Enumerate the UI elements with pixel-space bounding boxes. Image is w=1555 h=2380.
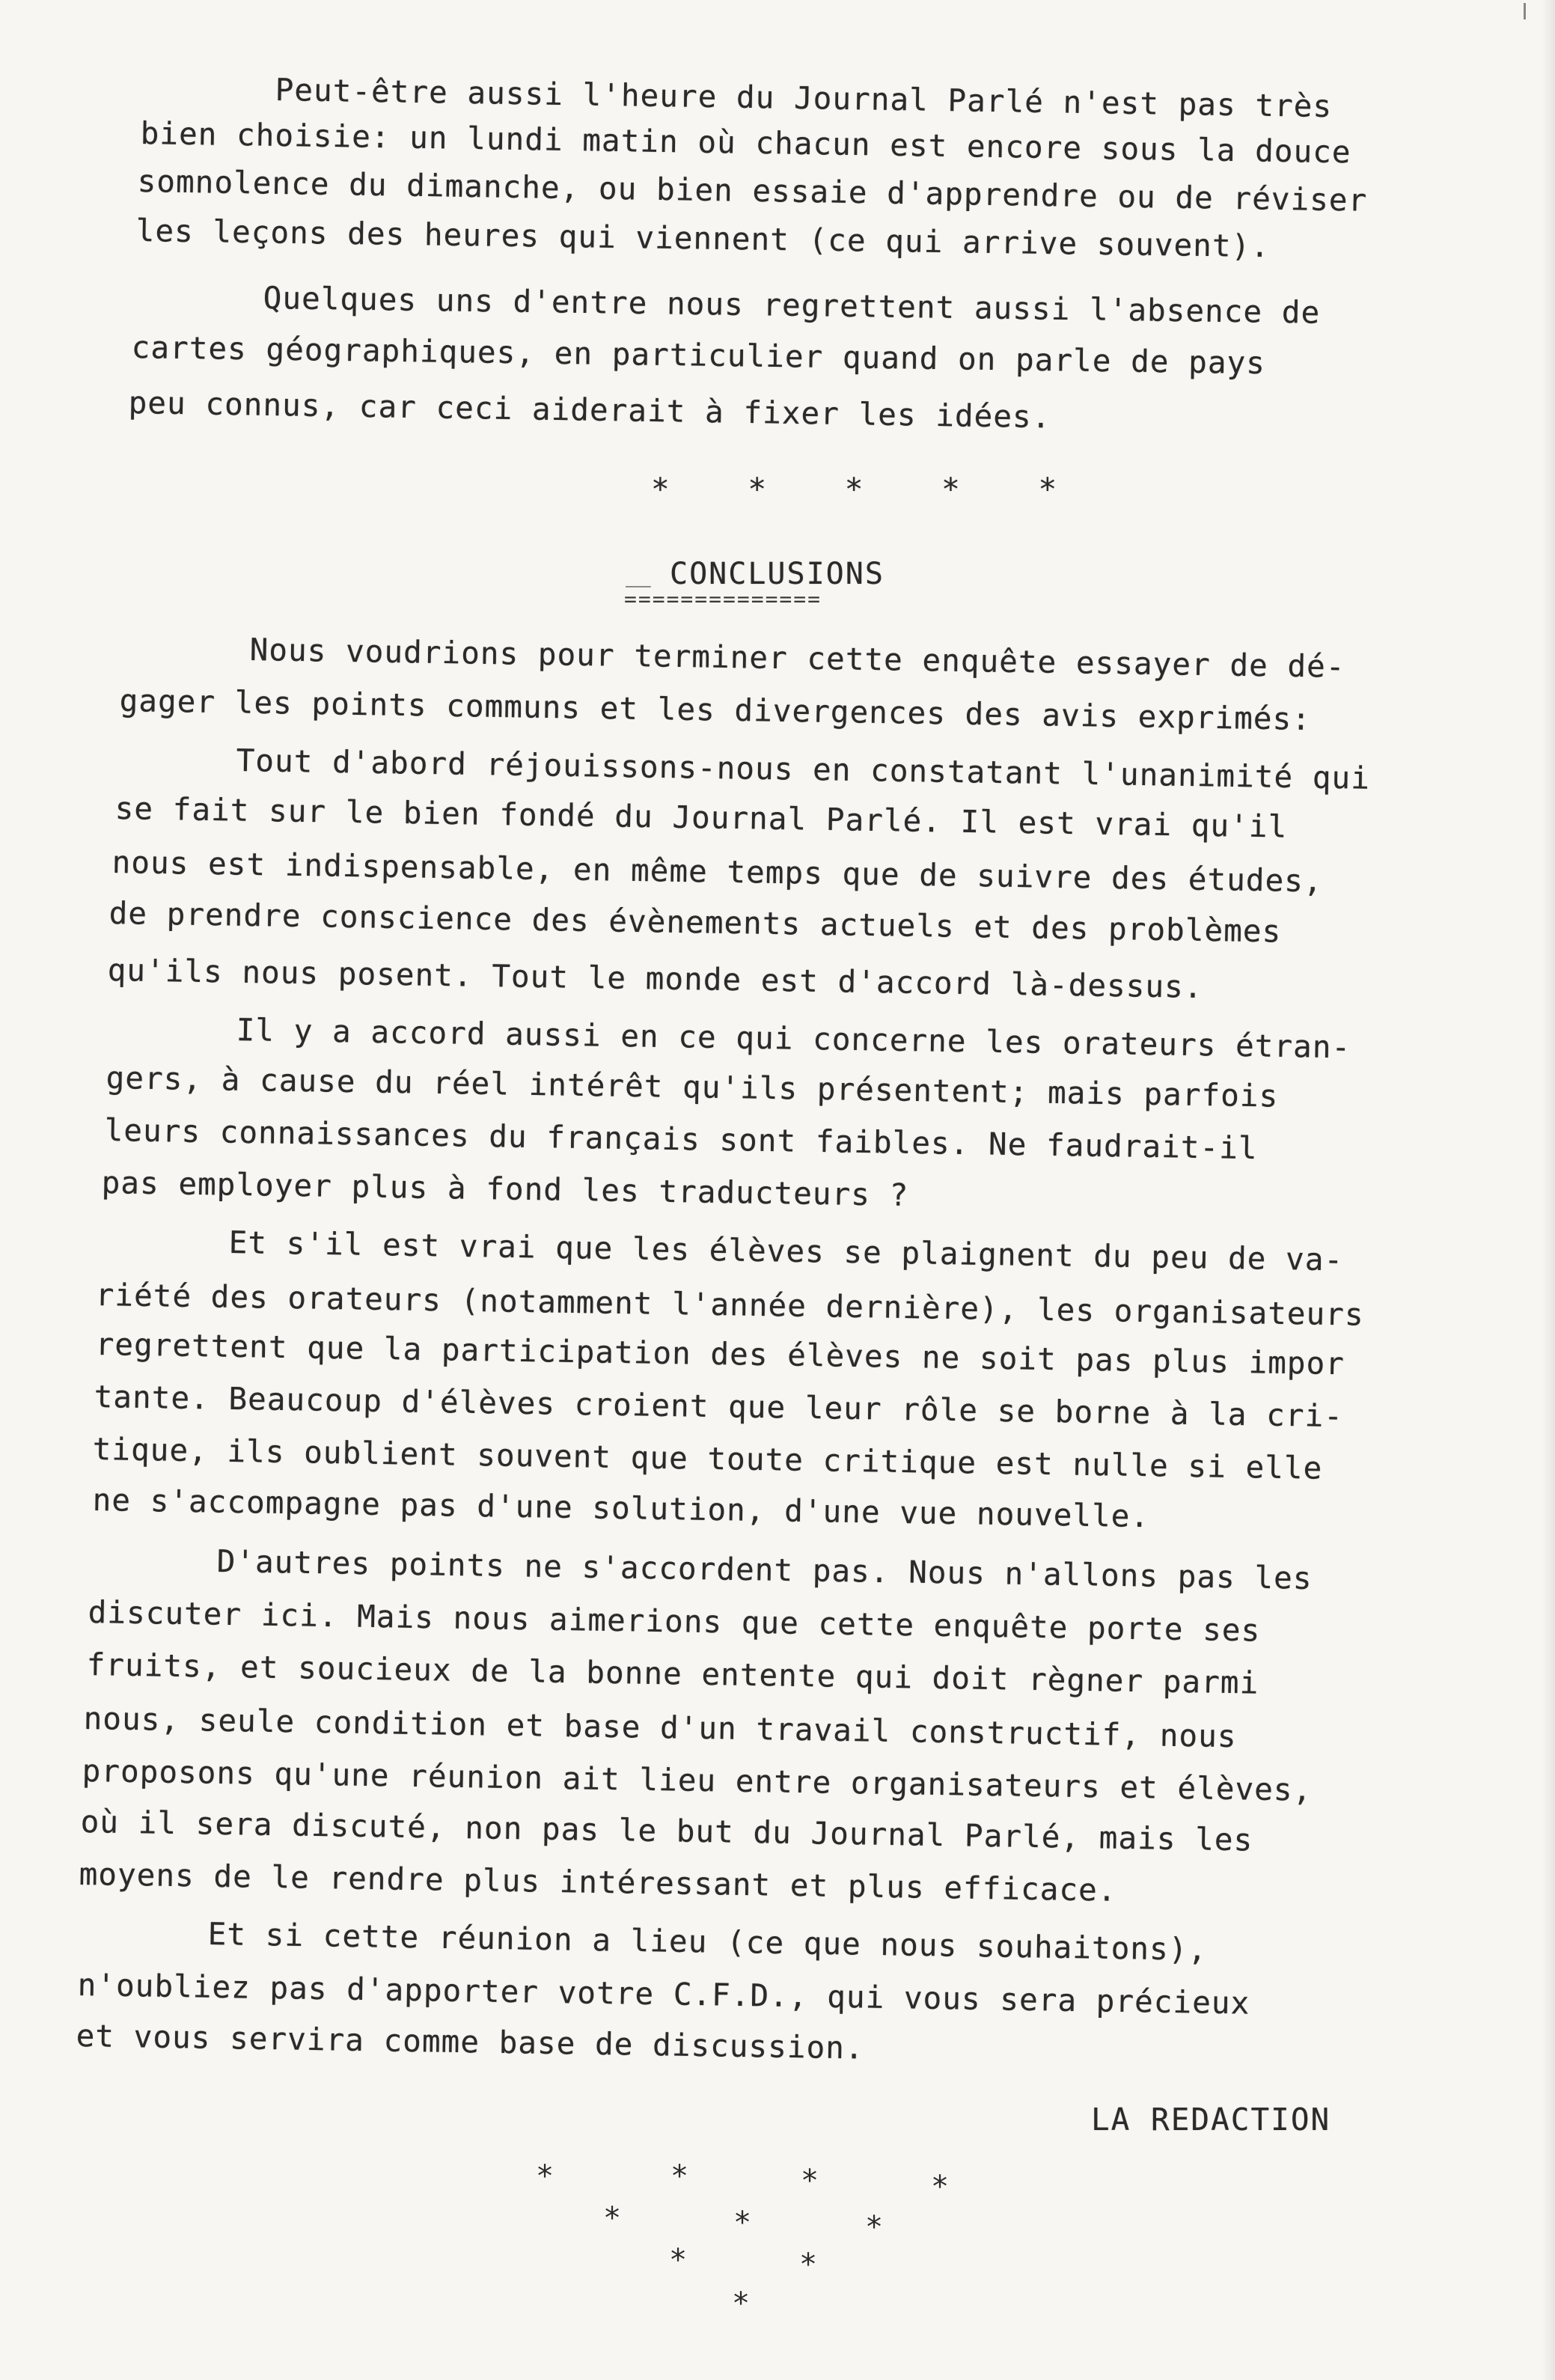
page-corner-mark — [1524, 3, 1526, 19]
body-line-18: D'autres points ne s'accordent pas. Nous n'allons pas les — [216, 1543, 1313, 1596]
intro-line-2: bien choisie: un lundi matin où chacun est encore sous la douce — [140, 115, 1351, 171]
body-line-5: nous est indispensable, en même temps que de suivre des études, — [111, 844, 1323, 900]
body-line-25: Et si cette réunion a lieu (ce que nous souhaitons), — [207, 1916, 1208, 1968]
ornament-star: * — [670, 2159, 689, 2194]
body-line-12: Et s'il est vrai que les élèves se plaignent du peu de va- — [228, 1224, 1344, 1278]
body-line-2: gager les points communs et les divergences des avis exprimés: — [119, 683, 1312, 738]
body-line-6: de prendre conscience des évènements actuels et des problèmes — [109, 895, 1282, 950]
ornament-star: * — [603, 2201, 622, 2236]
intro-line-5: Quelques uns d'entre nous regrettent aussi l'absence de — [263, 280, 1321, 331]
intro-line-7: peu connus, car ceci aiderait à fixer les idées. — [128, 385, 1051, 436]
ornament-star: * — [733, 2206, 752, 2240]
intro-line-4: les leçons des heures qui viennent (ce qui arrive souvent). — [135, 213, 1271, 265]
body-line-24: moyens de le rendre plus intéressant et plus efficace. — [79, 1856, 1117, 1908]
body-line-4: se fait sur le bien fondé du Journal Parlé. Il est vrai qu'il — [114, 790, 1288, 845]
body-line-8: Il y a accord aussi en ce qui concerne les orateurs étran- — [236, 1012, 1351, 1066]
body-line-14: regrettent que la participation des élèves ne soit pas plus impor — [95, 1326, 1345, 1382]
body-line-11: pas employer plus à fond les traducteurs ? — [101, 1165, 909, 1213]
body-line-15: tante. Beaucoup d'élèves croient que leur rôle se borne à la cri- — [94, 1379, 1344, 1435]
page-edge-shadow — [1542, 0, 1555, 2380]
body-line-16: tique, ils oublient souvent que toute critique est nulle si elle — [92, 1431, 1323, 1486]
ornament-star: * — [669, 2243, 688, 2277]
body-line-7: qu'ils nous posent. Tout le monde est d'accord là-dessus. — [107, 952, 1203, 1005]
ornament-star: * — [799, 2248, 818, 2282]
body-line-17: ne s'accompagne pas d'une solution, d'une vue nouvelle. — [92, 1482, 1150, 1535]
ornament-star: * — [801, 2164, 819, 2198]
body-line-21: nous, seule condition et base d'un travail constructif, nous — [83, 1700, 1237, 1755]
body-line-20: fruits, et soucieux de la bonne entente qui doit règner parmi — [86, 1647, 1259, 1701]
body-line-26: n'oubliez pas d'apporter votre C.F.D., qui vous sera précieux — [77, 1967, 1250, 2022]
ornament-star: * — [931, 2170, 950, 2204]
conclusions-heading-underline: ============== — [624, 587, 822, 611]
body-line-13: riété des orateurs (notamment l'année dernière), les organisateurs — [95, 1277, 1365, 1333]
body-line-22: proposons qu'une réunion ait lieu entre organisateurs et élèves, — [82, 1753, 1313, 1808]
body-line-1: Nous voudrions pour terminer cette enquête essayer de dé- — [249, 632, 1345, 685]
body-line-19: discuter ici. Mais nous aimerions que cette enquête porte ses — [88, 1594, 1261, 1649]
conclusions-heading-prefix: __ — [626, 563, 651, 588]
body-line-9: gers, à cause du réel intérêt qu'ils présentent; mais parfois — [106, 1060, 1279, 1114]
intro-line-3: somnolence du dimanche, ou bien essaie d'apprendre ou de réviser — [137, 163, 1368, 219]
body-line-23: où il sera discuté, non pas le but du Journal Parlé, mais les — [80, 1804, 1253, 1858]
ornament-star: * — [536, 2159, 555, 2194]
body-line-10: leurs connaissances du français sont faibles. Ne faudrait-il — [104, 1112, 1258, 1167]
ornament-star: * — [865, 2210, 884, 2245]
body-line-27: et vous servira comme base de discussion. — [76, 2018, 864, 2066]
signature: LA REDACTION — [1091, 2102, 1331, 2138]
conclusions-heading: CONCLUSIONS — [670, 557, 885, 591]
intro-line-6: cartes géographiques, en particulier quand on parle de pays — [131, 329, 1266, 382]
ornament-star: * — [732, 2286, 751, 2321]
separator-stars: * * * * * — [651, 472, 1087, 507]
body-line-3: Tout d'abord réjouissons-nous en constatant l'unanimité qui — [236, 742, 1371, 796]
intro-line-1: Peut-être aussi l'heure du Journal Parlé n'est pas très — [275, 72, 1333, 125]
